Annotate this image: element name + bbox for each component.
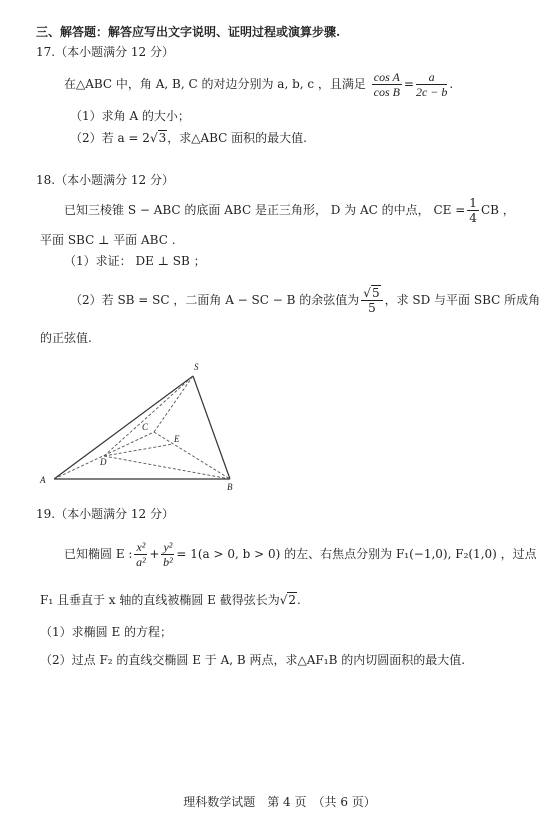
q17-stem: 在△ABC 中，角 A, B, C 的对边分别为 a, b, c ，且满足 $\frac{\text{cos A}}{\text{cos B}}$ = $\frac{a}{2c - b}$ . (64, 70, 454, 99)
q19-frac-x-den: a² (136, 555, 146, 569)
page-footer: 理科数学试题 第 4 页 （共 6 页） (183, 795, 376, 809)
q19-stem-prefix: 已知椭圆 E : (64, 547, 133, 561)
label-B: B (227, 482, 233, 492)
q17-fraction-right (416, 70, 447, 99)
q18-part2-suffix: ，求 SD 与平面 SBC 所成角 (384, 293, 541, 307)
label-A: A (40, 475, 46, 485)
q18-stem-suffix: CB ， (480, 203, 515, 217)
q19-stem-line2: F₁ 且垂直于 x 轴的直线被椭圆 E 截得弦长为√2. (40, 593, 301, 607)
q18-part2 (70, 282, 540, 318)
q18-part2-frac-radicand: 5 (371, 286, 380, 300)
section-title: 三、解答题：解答应写出文字说明、证明过程或演算步骤. (36, 25, 341, 39)
q18-part2-frac-num: √5 (361, 286, 382, 301)
q18-fraction (467, 196, 479, 225)
q17-number: 17. (36, 45, 56, 59)
q19-header (36, 506, 174, 522)
q18-score-note: （本小题满分 12 分） (55, 173, 174, 187)
edge-SC (154, 376, 193, 432)
q19-number: 19. (36, 507, 56, 521)
q18-part2-fraction (361, 286, 382, 315)
q19-frac-y-num: y² (163, 540, 173, 554)
q19-frac-x-num: x² (136, 540, 146, 554)
label-E: E (174, 434, 180, 444)
q19-frac-x (134, 540, 147, 569)
q18-frac-num: 1 (469, 196, 477, 210)
q17-frac-right-den: 2c − b (415, 85, 448, 99)
q18-part2-line2: 的正弦值. (40, 331, 92, 345)
q19-score-note: （本小题满分 12 分） (55, 507, 174, 521)
pyramid-figure (36, 352, 246, 492)
label-S: S (194, 362, 199, 372)
q17-part2-suffix: ，求△ABC 面积的最大值. (167, 131, 307, 145)
segment-SD (104, 376, 193, 456)
q19-stem-mid: = 1(a > 0, b > 0) 的左、右焦点分别为 F₁(−1,0), F₂(1,0) ，过点 (176, 547, 537, 561)
q17-frac-left-num: cos A (373, 70, 400, 84)
q18-stem-prefix: 已知三棱锥 S − ABC 的底面 ABC 是正三角形， D 为 AC 的中点， CE = (64, 203, 466, 217)
segment-DE (104, 444, 173, 456)
q19-stem-line2-radicand: 2 (288, 593, 297, 607)
q17-frac-left-den: cos B (373, 85, 400, 99)
label-C: C (142, 422, 149, 432)
q19-stem-line2-prefix: F₁ 且垂直于 x 轴的直线被椭圆 E 截得弦长为 (40, 593, 280, 607)
q18-stem-line2: 平面 SBC ⊥ 平面 ABC . (40, 233, 176, 247)
label-D: D (100, 457, 107, 467)
edge-SB (193, 376, 230, 479)
q19-frac-y-den: b² (163, 555, 173, 569)
q18-part1: （1）求证： DE ⊥ SB ； (64, 254, 206, 268)
q17-score-note: （本小题满分 12 分） (55, 45, 174, 59)
q19-stem-line2-suffix: . (297, 593, 301, 607)
edge-AS (54, 376, 193, 479)
q18-frac-den: 4 (469, 211, 477, 225)
q18-part2-prefix: （2）若 SB = SC ，二面角 A − SC − B 的余弦值为 (70, 293, 360, 307)
q18-part2-frac-den: 5 (368, 301, 376, 315)
edge-CB (154, 432, 230, 479)
q19-stem: 已知椭圆 E : $\frac{\text{x²}}{\text{a²}}$ + $\frac{\text{y²}}{\text{b²}}$ = 1(a > 0, b > 0) 的左、右焦点分别为 F₁(−1,0), F₂(1,0) ，过点 (64, 540, 537, 569)
q17-frac-right-num: a (416, 70, 447, 85)
q19-frac-y (161, 540, 174, 569)
q18-number: 18. (36, 173, 56, 187)
q17-header (36, 44, 174, 60)
q17-part1: （1）求角 A 的大小； (70, 109, 190, 123)
q17-stem-prefix: 在△ABC 中，角 A, B, C 的对边分别为 a, b, c ，且满足 (64, 77, 366, 91)
q17-part2-prefix: （2）若 a = 2 (70, 131, 150, 145)
q19-part1: （1）求椭圆 E 的方程； (40, 625, 173, 639)
q17-part2: （2）若 a = 2√3，求△ABC 面积的最大值. (70, 131, 307, 145)
q19-part2: （2）过点 F₂ 的直线交椭圆 E 于 A, B 两点，求△AF₁B 的内切圆面积的最大值. (40, 653, 466, 667)
q18-stem (64, 194, 515, 226)
q17-fraction-left (372, 70, 402, 99)
q17-part2-radicand: 3 (158, 131, 167, 145)
q18-header (36, 172, 174, 188)
